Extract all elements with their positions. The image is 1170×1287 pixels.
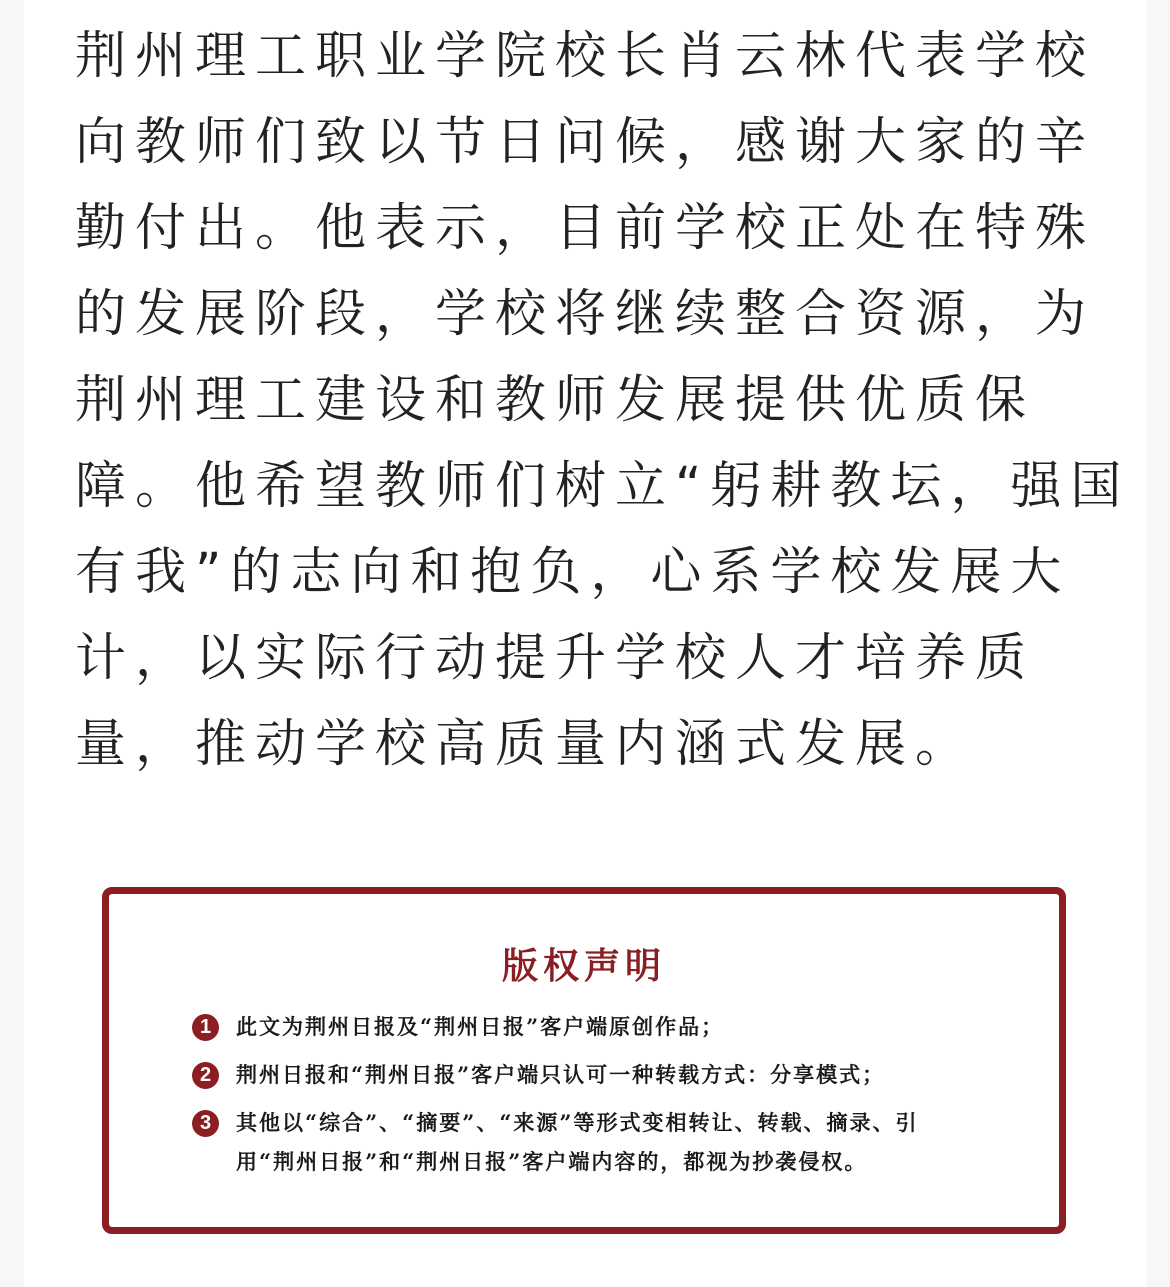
article-line: 计，以实际行动提升学校人才培养质 <box>75 629 1036 688</box>
copyright-notice-item <box>192 1103 992 1181</box>
article-body <box>75 14 1131 788</box>
article-line: 向教师们致以节日问候，感谢大家的辛 <box>75 113 1096 172</box>
article-line: 荆州理工建设和教师发展提供优质保 <box>75 371 1036 430</box>
copyright-notice-box <box>102 887 1066 1234</box>
article-line: 有我”的志向和抱负，心系学校发展大 <box>75 543 1071 602</box>
copyright-notice-title: 版权声明 <box>501 946 666 987</box>
number-badge-icon: 2 <box>192 1062 219 1089</box>
notice-item-text: 此文为荆州日报及“荆州日报”客户端原创作品； <box>236 1014 725 1039</box>
number-badge-icon: 1 <box>192 1014 219 1041</box>
article-page <box>24 0 1146 1287</box>
article-line: 的发展阶段，学校将继续整合资源，为 <box>75 285 1096 344</box>
article-line: 荆州理工职业学院校长肖云林代表学校 <box>75 27 1096 86</box>
notice-item-text: 荆州日报和“荆州日报”客户端只认可一种转载方式：分享模式； <box>236 1062 886 1087</box>
notice-item-text: 其他以“综合”、“摘要”、“来源”等形式变相转让、转载、摘录、引 <box>236 1110 919 1135</box>
copyright-notice-list <box>192 1007 992 1190</box>
article-line: 量，推动学校高质量内涵式发展。 <box>75 715 976 774</box>
article-line: 勤付出。他表示，目前学校正处在特殊 <box>75 199 1096 258</box>
copyright-notice-item <box>192 1055 992 1094</box>
article-line: 障。他希望教师们树立“躬耕教坛，强国 <box>75 457 1131 516</box>
notice-item-text: 用“荆州日报”和“荆州日报”客户端内容的，都视为抄袭侵权。 <box>236 1149 868 1174</box>
copyright-notice-item <box>192 1007 992 1046</box>
number-badge-icon: 3 <box>192 1110 219 1137</box>
